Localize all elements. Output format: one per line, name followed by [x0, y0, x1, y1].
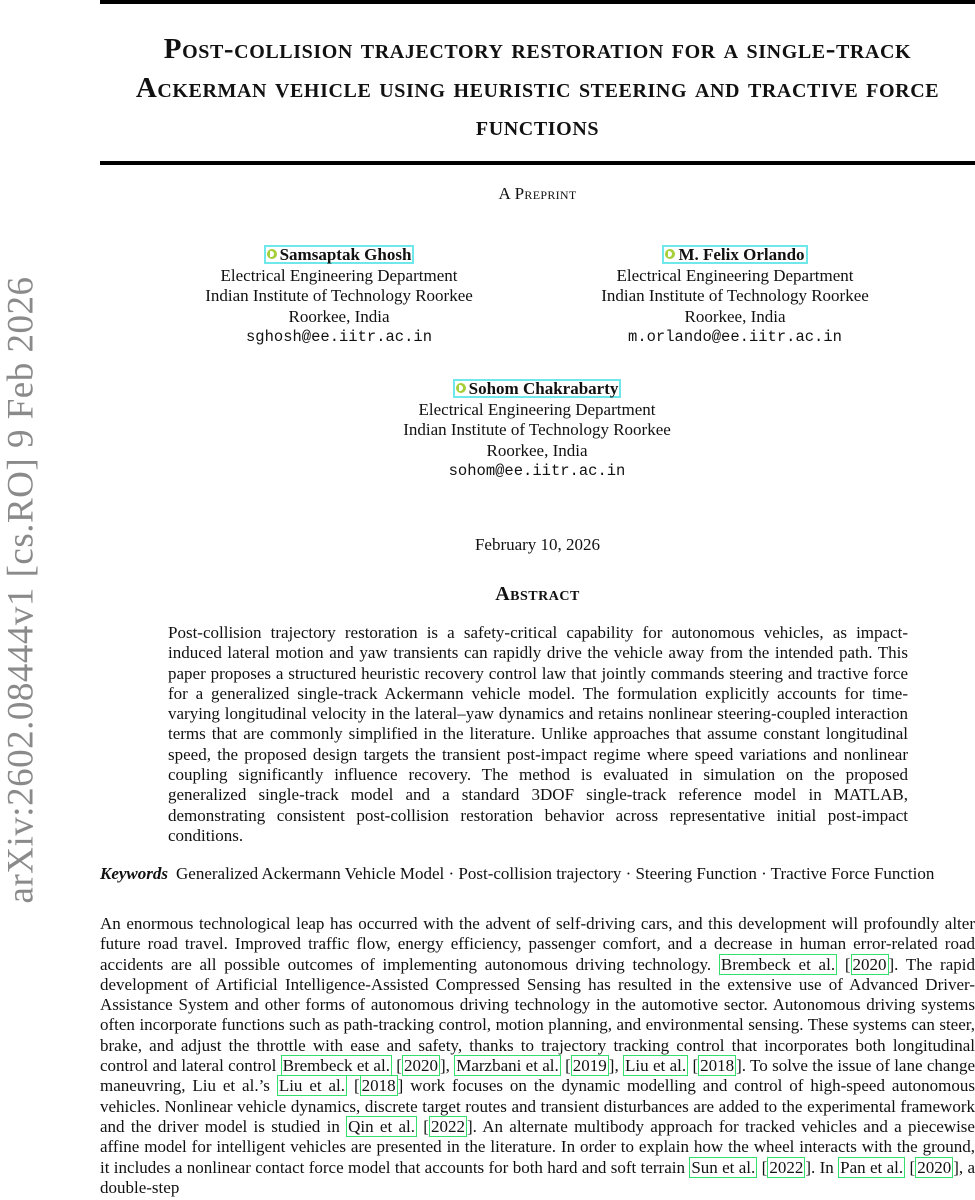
title-top-rule: [100, 0, 975, 4]
arxiv-side-stamp: [0, 0, 40, 1200]
keywords-label: Keywords: [100, 864, 168, 883]
keywords-list: Generalized Ackermann Vehicle Model · Post-collision trajectory · Steering Function · Tractive Force Function: [176, 864, 935, 883]
intro-text: , a double-step: [100, 1157, 975, 1197]
preprint-label: A Preprint: [498, 184, 577, 203]
keywords: [100, 864, 960, 884]
author-name-link[interactable]: Samsaptak Ghosh: [264, 245, 415, 264]
title-bottom-rule: [100, 161, 975, 165]
author-location: Roorkee, India: [288, 306, 390, 326]
citation-year-link[interactable]: 2018: [700, 1056, 735, 1076]
author-institute: Indian Institute of Technology Roorkee: [601, 286, 869, 305]
orcid-icon: [267, 249, 277, 259]
citation-link[interactable]: Liu et al.: [278, 1076, 346, 1096]
citation-year-link[interactable]: 2019: [572, 1056, 607, 1076]
intro-text: . To solve the issue of lane change maneuvring, Liu et al.’s: [100, 1056, 975, 1096]
citation-year-link[interactable]: 2018: [361, 1076, 396, 1096]
abstract-heading: Abstract: [495, 583, 580, 605]
author-location: Roorkee, India: [684, 306, 786, 326]
intro-text: . In: [811, 1157, 839, 1177]
author-name-link[interactable]: Sohom Chakrabarty: [453, 379, 622, 398]
author-name-link[interactable]: M. Felix Orlando: [662, 245, 807, 264]
abstract-text: Post-collision trajectory restoration is a safety-critical capability for autonomous vehicles, as impact-induced lateral motion and yaw transients can rapidly drive the vehicle away from the intended path. This paper proposes a structured heuristic recovery control law that jointly commands steering and tractive force for a generalized single-track Ackermann vehicle model. The formulation explicitly accounts for time-varying longitudinal velocity in the lateral–yaw dynamics and retains nonlinear steering-coupled interaction terms that are commonly simplified in the literature. Unlike approaches that assume constant longitudinal speed, the proposed design targets the transient post-impact regime where speed variations and nonlinear coupling significantly influence recovery. The method is evaluated in simulation on the proposed generalized single-track model and a standard 3DOF single-track reference model in MATLAB, demonstrating consistent post-collision restoration behavior across representative initial post-impact conditions.: [168, 623, 908, 845]
author-block-3: [337, 379, 737, 482]
citation-link[interactable]: Brembeck et al.: [282, 1056, 390, 1076]
author-location: Roorkee, India: [486, 440, 588, 460]
orcid-icon: [665, 249, 675, 259]
author-department: Electrical Engineering Department: [220, 265, 458, 285]
citation-link[interactable]: Qin et al.: [348, 1116, 415, 1136]
author-department: Electrical Engineering Department: [616, 265, 854, 285]
introduction-paragraph: An enormous technological leap has occurred with the advent of self-driving cars, and this development will profoundly alter future road travel. Improved traffic flow, energy efficiency, passenger comfort, and a decrease in human error-related road accidents are all possible outcomes of implementing autonomous driving technology. Brembeck et al. [ 2020 ]. The rapid development of Artificial Intelligence-Assisted Compressed Sensing has resulted in the extensive use of Advanced Driver-Assistance System and other forms of autonomous driving technology in the automotive sector. Autonomous driving systems often incorporate functions such as path-tracking control, motion planning, and environmental sensing. These systems can steer, brake, and adjust the throttle with ease and safety, thanks to trajectory tracking control that incorporates both longitudinal control and lateral control Brembeck et al. [ 2020 ], Marzbani et al. [ 2019 ], Liu et al. [ 2018 ]. To solve the issue of lane change maneuvring, Liu et al.’s Liu et al. [ 2018 ] work focuses on the dynamic modelling and control of high-speed autonomous vehicles. Nonlinear vehicle dynamics, discrete target routes and transient disturbances are added to the experimental framework and the driver model is studied in Qin et al. [ 2022 ]. An alternate multibody approach for tracked vehicles and a piecewise affine model for intelligent vehicles are presented in the literature. In order to explain how the wheel interacts with the ground, it includes a nonlinear contact force model that accounts for both hard and soft terrain Sun et al. [ 2022 ]. In Pan et al. [ 2020 ], a double-step: [100, 914, 975, 1197]
author-institute: Indian Institute of Technology Roorkee: [205, 286, 473, 305]
citation-year-link[interactable]: 2020: [917, 1157, 952, 1177]
author-email: sghosh@ee.iitr.ac.in: [245, 328, 433, 346]
citation-link[interactable]: Brembeck et al.: [720, 954, 836, 974]
orcid-icon: [456, 383, 466, 393]
author-block-2: [535, 245, 935, 348]
citation-year-link[interactable]: 2020: [403, 1056, 438, 1076]
citation-link[interactable]: Marzbani et al.: [456, 1056, 559, 1076]
intro-text: . The rapid development of Artificial Intelligence-Assisted Compressed Sensing has resulted in the extensive use of Advanced Driver-Assistance System and other forms of autonomous driving technology in the automotive sector. Autonomous driving systems often incorporate functions such as path-tracking control, motion planning, and environmental sensing. These systems can steer, brake, and adjust the throttle with ease and safety, thanks to trajectory tracking control that incorporates both longitudinal control and lateral control: [100, 954, 975, 1076]
paper-title: Post-collision trajectory restoration for a single-track Ackerman vehicle using heuristic steering and tractive force functions: [135, 33, 940, 142]
citation-link[interactable]: Sun et al.: [691, 1157, 756, 1177]
citation-year-link[interactable]: 2020: [852, 954, 887, 974]
citation-year-link[interactable]: 2022: [430, 1116, 465, 1136]
publication-date: February 10, 2026: [474, 535, 601, 554]
author-block-1: [139, 245, 539, 348]
intro-text: work focuses on the dynamic modelling and control of high-speed autonomous vehicles. Nonlinear vehicle dynamics, discrete target routes and transient disturbances are added to the experimental framework and the driver model is studied in: [100, 1076, 975, 1136]
citation-year-link[interactable]: 2022: [769, 1157, 804, 1177]
arxiv-identifier: arXiv:2602.08444v1 [cs.RO] 9 Feb 2026: [0, 276, 42, 904]
author-email: m.orlando@ee.iitr.ac.in: [628, 328, 842, 346]
intro-text: An enormous technological leap has occurred with the advent of self-driving cars, and this development will profoundly alter future road travel. Improved traffic flow, energy efficiency, passenger comfort, and a decrease in human error-related road accidents are all possible outcomes of implementing autonomous driving technology.: [100, 914, 975, 974]
author-email: sohom@ee.iitr.ac.in: [448, 462, 626, 480]
citation-link[interactable]: Liu et al.: [625, 1056, 687, 1076]
intro-text: . An alternate multibody approach for tracked vehicles and a piecewise affine model for intelligent vehicles are presented in the literature. In order to explain how the wheel interacts with the ground, it includes a nonlinear contact force model that accounts for both hard and soft terrain: [100, 1116, 975, 1177]
author-institute: Indian Institute of Technology Roorkee: [403, 420, 671, 439]
citation-link[interactable]: Pan et al.: [840, 1157, 904, 1177]
author-department: Electrical Engineering Department: [418, 399, 656, 419]
